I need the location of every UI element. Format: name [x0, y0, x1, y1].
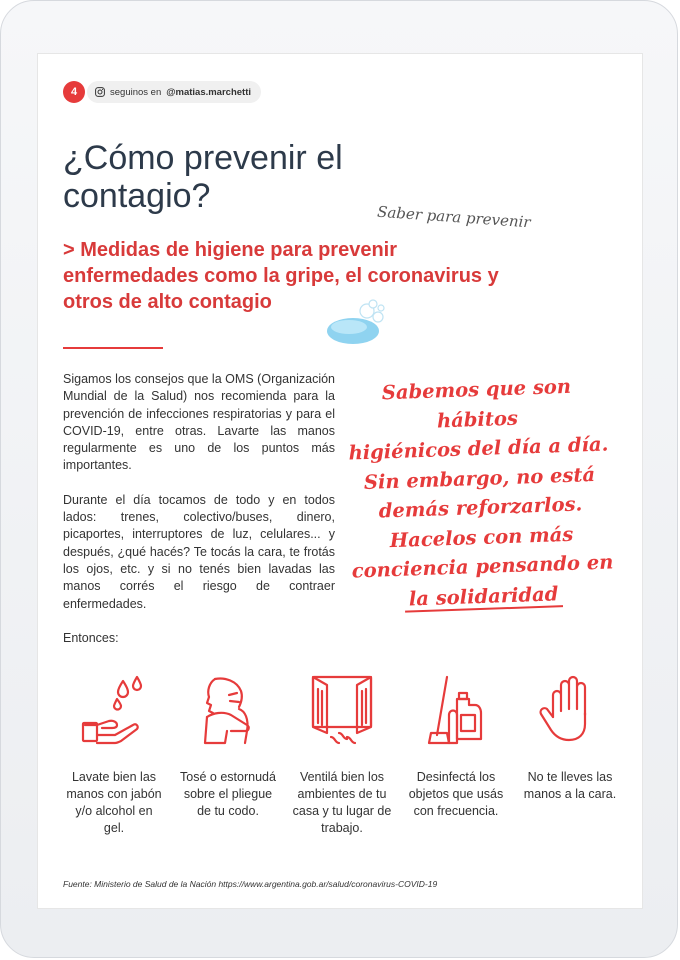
quote-line: conciencia pensando en [351, 550, 614, 583]
page-title: ¿Cómo prevenir el contagio? [63, 139, 343, 215]
tips-row [57, 675, 627, 837]
window-icon [307, 675, 377, 747]
paragraph: Durante el día tocamos de todo y en todos lados: trenes, colectivo/buses, dinero, picaportes, interruptores de luz, celulares... y después, ¿qué hacés? Te tocás la cara, te frotás los ojos, etc. y si no tenés bien lavadas las manos corrés el riesgo de contraer enfermedades. [63, 492, 335, 611]
tip-item [285, 675, 399, 837]
cleaning-icon [421, 675, 491, 747]
tagline: Saber para prevenir [376, 202, 532, 232]
tip-label: Tosé o estornudá sobre el pliegue de tu codo. [180, 770, 276, 818]
quote-line: Sin embargo, no está [363, 462, 596, 494]
instagram-icon [95, 87, 105, 97]
source-citation: Fuente: Ministerio de Salud de la Nación https://www.argentina.gob.ar/salud/coronavirus-COVID-19 [63, 879, 438, 889]
divider [63, 347, 163, 349]
social-prefix: seguinos en [110, 86, 162, 98]
body-text [63, 371, 335, 664]
quote-underlined: la solidaridad [404, 582, 562, 612]
stop-hand-icon [535, 675, 605, 747]
tip-item [57, 675, 171, 837]
quote-line: higiénicos del día a día. [348, 432, 609, 465]
hand-washing-icon [79, 675, 149, 747]
page-number-badge: 4 [63, 81, 85, 103]
page [37, 53, 643, 909]
sneeze-icon [193, 675, 263, 747]
social-handle-pill[interactable] [87, 81, 261, 103]
paragraph: Sigamos los consejos que la OMS (Organización Mundial de la Salud) nos recomienda para la prevención de infecciones respiratorias y para el COVID-19, entre otras. Lavarte las manos regularmente es uno de los puntos más importantes. [63, 372, 335, 473]
tip-item [399, 675, 513, 837]
tip-item [171, 675, 285, 837]
tip-label: No te lleves las manos a la cara. [523, 770, 617, 801]
tip-item [513, 675, 627, 837]
tip-label: Ventilá bien los ambientes de tu casa y tu lugar de trabajo. [292, 770, 392, 835]
soap-icon [323, 297, 387, 349]
quote-line: Sabemos que son hábitos [381, 374, 572, 432]
tip-label: Desinfectá los objetos que usás con frecuencia. [408, 770, 504, 818]
subtitle: > Medidas de higiene para prevenir enfermedades como la gripe, el coronavirus y otros de alto contagio [63, 239, 499, 313]
quote-line: demás reforzarlos. [378, 492, 583, 523]
social-handle: @matias.marchetti [166, 86, 252, 98]
handwritten-quote [345, 371, 615, 616]
paragraph: Entonces: [63, 630, 119, 645]
tip-label: Lavate bien las manos con jabón y/o alcohol en gel. [66, 770, 162, 835]
quote-line: Hacelos con más [389, 522, 574, 552]
